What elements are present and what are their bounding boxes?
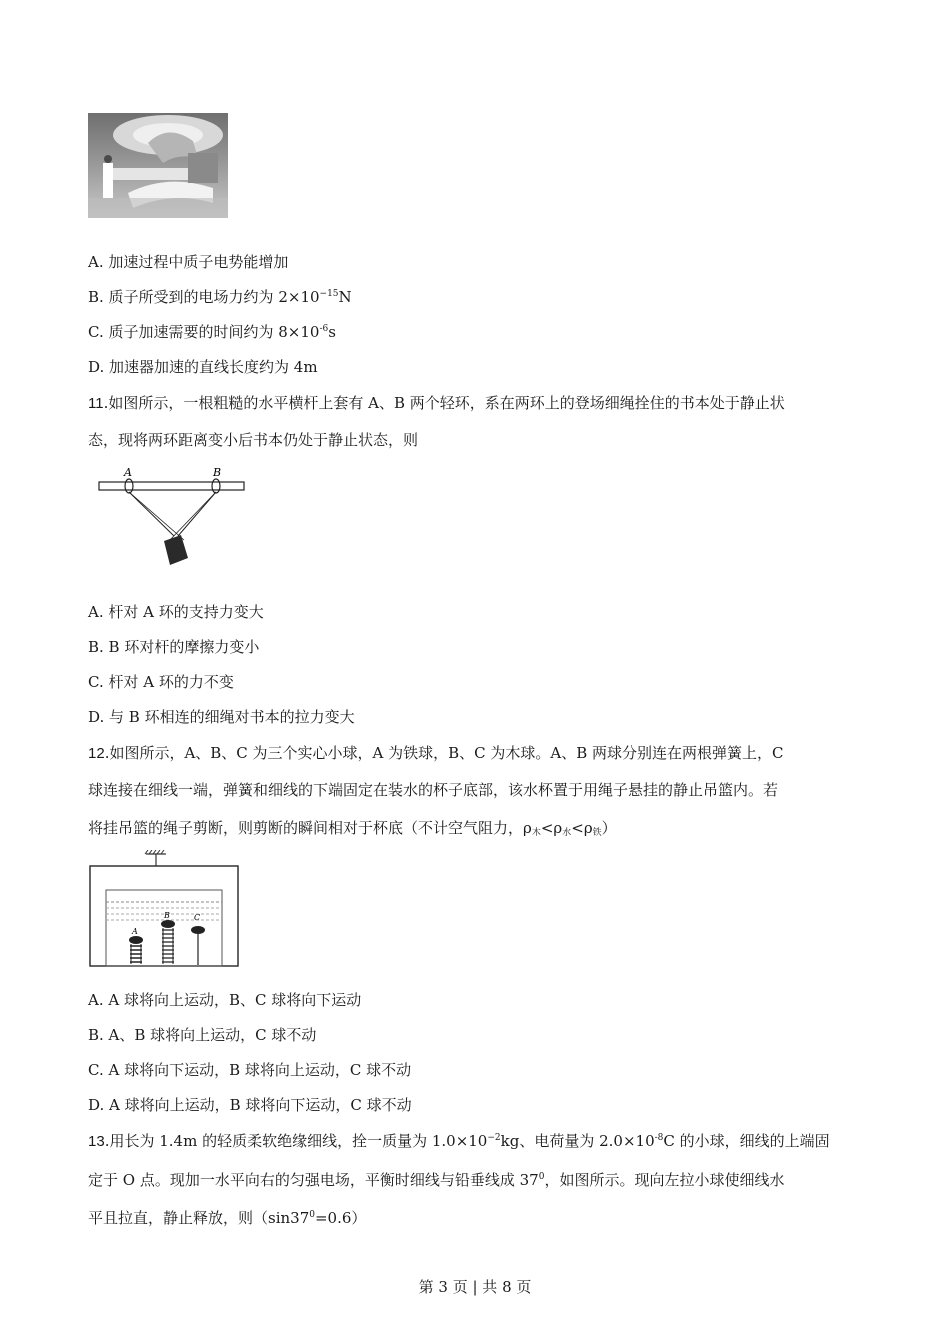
q12-sub-water: 水 bbox=[562, 828, 572, 838]
q10-option-d: D. 加速器加速的直线长度约为 4m bbox=[88, 358, 318, 376]
q11-stem-text-1: .如图所示，一根粗糙的水平横杆上套有 A、B 两个轻环，系在两环上的登场细绳拴住的书本处于静止状 bbox=[103, 394, 785, 412]
q10-option-c-exponent: -6 bbox=[319, 324, 329, 334]
q11-number: 11 bbox=[88, 395, 104, 412]
q13-number: 13 bbox=[88, 1133, 105, 1150]
q10-option-c bbox=[88, 322, 336, 342]
q12-stem-line-2: 球连接在细线一端，弹簧和细线的下端固定在装水的杯子底部，该水杯置于用绳子悬挂的静止吊篮内。若 bbox=[88, 781, 779, 799]
q12-label-c: C bbox=[194, 913, 201, 922]
q13-exp-4: 0 bbox=[309, 1210, 315, 1220]
q12-less-than-1: <ρ bbox=[540, 819, 563, 837]
q11-label-a: A bbox=[124, 466, 132, 479]
q11-option-c: C. 杆对 A 环的力不变 bbox=[88, 673, 234, 691]
q12-option-a: A. A 球将向上运动，B、C 球将向下运动 bbox=[88, 991, 362, 1009]
q10-option-b-unit: N bbox=[338, 288, 352, 306]
q10-option-b-exponent: −15 bbox=[319, 289, 339, 299]
q12-stem-line-3 bbox=[88, 818, 617, 843]
q12-stem-text-1: .如图所示，A、B、C 为三个实心小球，A 为铁球，B、C 为木球。A、B 两球分别连在两根弹簧上，C bbox=[104, 744, 784, 762]
q12-option-c: C. A 球将向下运动，B 球将向上运动，C 球不动 bbox=[88, 1061, 412, 1079]
q10-option-a: A. 加速过程中质子电势能增加 bbox=[88, 253, 289, 271]
q11-stem-line-2: 态，现将两环距离变小后书本仍处于静止状态，则 bbox=[88, 431, 419, 449]
q12-label-b: B bbox=[164, 911, 170, 920]
accelerator-photo bbox=[88, 113, 228, 218]
q13-text-2b: ，如图所示。现向左拉小球使细线水 bbox=[544, 1171, 785, 1189]
q12-option-b: B. A、B 球将向上运动，C 球不动 bbox=[88, 1026, 317, 1044]
page-footer: 第 3 页 | 共 8 页 bbox=[418, 1278, 532, 1296]
q13-text-1c: C 的小球，细线的上端固 bbox=[663, 1132, 830, 1150]
q12-figure bbox=[88, 850, 240, 968]
q12-stem-line-1 bbox=[88, 743, 784, 764]
q13-text-3b: =0.6） bbox=[314, 1209, 367, 1227]
q11-label-b: B bbox=[213, 466, 222, 479]
q11-option-d: D. 与 B 环相连的细绳对书本的拉力变大 bbox=[88, 708, 355, 726]
q10-option-b bbox=[88, 287, 352, 307]
q13-text-3a: 平且拉直，静止释放，则（sin37 bbox=[88, 1209, 310, 1227]
q12-sub-iron: 铁 bbox=[592, 828, 602, 838]
q13-exp-1: −2 bbox=[487, 1133, 501, 1143]
q10-option-b-text: B. 质子所受到的电场力约为 2×10 bbox=[88, 288, 320, 306]
q13-exp-2: -8 bbox=[654, 1133, 664, 1143]
q11-option-a: A. 杆对 A 环的支持力变大 bbox=[88, 603, 264, 621]
q13-stem-line-3 bbox=[88, 1208, 366, 1228]
q12-stem-text-3: 将挂吊篮的绳子剪断，则剪断的瞬间相对于杯底（不计空气阻力，ρ bbox=[88, 819, 532, 837]
q12-number: 12 bbox=[88, 745, 105, 762]
q10-option-c-unit: s bbox=[328, 323, 336, 341]
q12-stem-close: ） bbox=[601, 819, 617, 837]
q13-stem-line-2 bbox=[88, 1170, 784, 1190]
q13-stem-line-1 bbox=[88, 1131, 830, 1152]
q13-text-2a: 定于 O 点。现加一水平向右的匀强电场，平衡时细线与铅垂线成 37 bbox=[88, 1171, 539, 1189]
q12-sub-wood: 木 bbox=[531, 828, 541, 838]
q13-text-1a: .用长为 1.4m 的轻质柔软绝缘细线，拴一质量为 1.0×10 bbox=[104, 1132, 488, 1150]
q12-label-a: A bbox=[132, 927, 138, 936]
q13-exp-3: 0 bbox=[538, 1172, 545, 1182]
q13-text-1b: kg、电荷量为 2.0×10 bbox=[500, 1132, 655, 1150]
q10-option-c-text: C. 质子加速需要的时间约为 8×10 bbox=[88, 323, 320, 341]
q12-option-d: D. A 球将向上运动，B 球将向下运动，C 球不动 bbox=[88, 1096, 412, 1114]
q11-stem-line-1 bbox=[88, 393, 785, 414]
q12-less-than-2: <ρ bbox=[571, 819, 593, 837]
q11-figure bbox=[96, 466, 248, 570]
q11-option-b: B. B 环对杆的摩擦力变小 bbox=[88, 638, 260, 656]
